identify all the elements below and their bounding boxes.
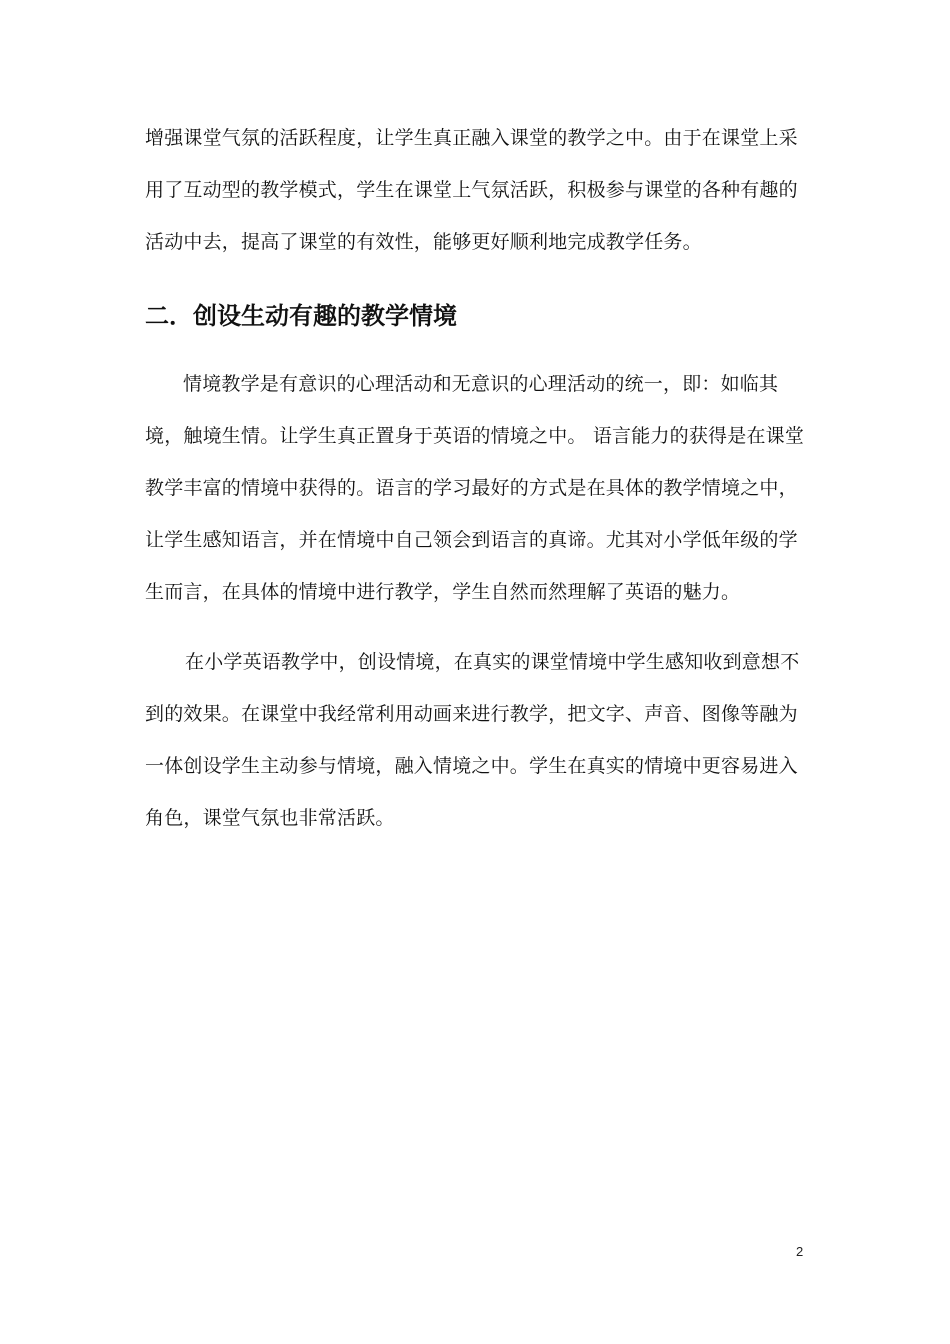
paragraph-primary-english: 在小学英语教学中，创设情境，在真实的课堂情境中学生感知收到意想不到的效果。在课堂中我经常利用动画来进行教学，把文字、声音、图像等融为一体创设学生主动参与情境，融入情境之中。学生在真实的情境中更容易进入角色，课堂气氛也非常活跃。	[145, 651, 800, 829]
section-heading: 二．创设生动有趣的教学情境	[145, 302, 457, 330]
page-number: 2	[796, 1244, 804, 1259]
paragraph-intro: 增强课堂气氛的活跃程度，让学生真正融入课堂的教学之中。由于在课堂上采用了互动型的教学模式，学生在课堂上气氛活跃，积极参与课堂的各种有趣的活动中去，提高了课堂的有效性，能够更好顺利地完成教学任务。	[145, 127, 798, 253]
paragraph-situation-teaching: 情境教学是有意识的心理活动和无意识的心理活动的统一，即：如临其境，触境生情。让学生真正置身于英语的情境之中。 语言能力的获得是在课堂教学丰富的情境中获得的。语言的学习最好的方式是在具体的教学情境之中，让学生感知语言，并在情境中自己领会到语言的真谛。尤其对小学低年级的学生而言，在具体的情境中进行教学，学生自然而然理解了英语的魅力。	[145, 373, 805, 603]
